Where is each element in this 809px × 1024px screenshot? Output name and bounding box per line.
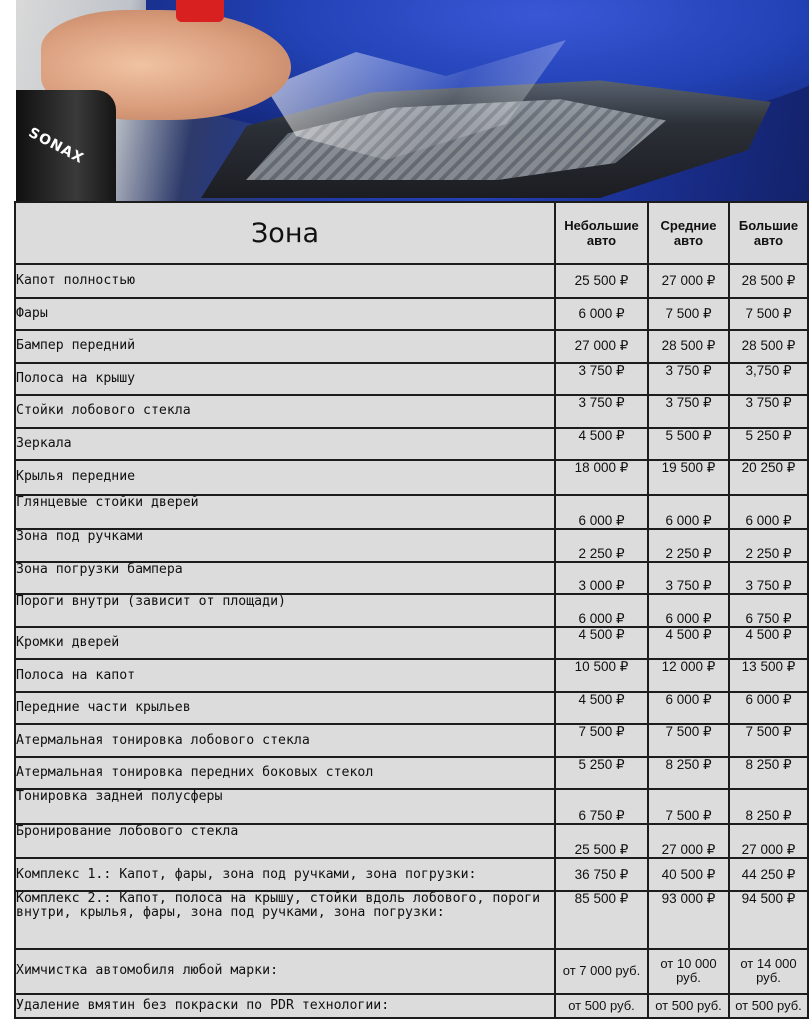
bottle-brand-label: SONAX [25, 124, 87, 168]
price-large: 28 500 ₽ [729, 330, 808, 363]
table-row [15, 858, 808, 891]
table-row [15, 659, 808, 692]
table-row [15, 824, 808, 859]
price-medium: 6 000 ₽ [648, 692, 729, 725]
price-medium: 7 500 ₽ [648, 724, 729, 757]
zone-cell: Крылья передние [15, 460, 555, 495]
zone-cell: Тонировка задней полусферы [15, 789, 555, 824]
price-medium: 3 750 ₽ [648, 395, 729, 428]
price-large: 6 000 ₽ [729, 495, 808, 530]
price-small: 5 250 ₽ [555, 757, 648, 790]
zone-cell: Полоса на крышу [15, 363, 555, 396]
table-row [15, 994, 808, 1018]
price-small: 4 500 ₽ [555, 627, 648, 660]
price-small: 6 750 ₽ [555, 789, 648, 824]
price-small: 10 500 ₽ [555, 659, 648, 692]
header-medium-cars: Средние авто [648, 202, 729, 264]
price-medium: от 10 000 руб. [648, 949, 729, 994]
price-medium: 8 250 ₽ [648, 757, 729, 790]
price-medium: 40 500 ₽ [648, 858, 729, 891]
zone-cell: Капот полностью [15, 264, 555, 298]
price-small: 25 500 ₽ [555, 824, 648, 859]
price-large: от 14 000 руб. [729, 949, 808, 994]
zone-cell: Зеркала [15, 428, 555, 461]
price-small: 3 750 ₽ [555, 395, 648, 428]
price-table [14, 201, 809, 1019]
price-small: 3 000 ₽ [555, 562, 648, 595]
price-small: 6 000 ₽ [555, 594, 648, 627]
zone-cell: Кромки дверей [15, 627, 555, 660]
table-row [15, 529, 808, 562]
price-large: 8 250 ₽ [729, 789, 808, 824]
zone-cell: Химчистка автомобиля любой марки: [15, 949, 555, 994]
hero-photo [16, 0, 809, 201]
zone-cell: Стойки лобового стекла [15, 395, 555, 428]
price-large: 4 500 ₽ [729, 627, 808, 660]
zone-cell: Комплекс 2.: Капот, полоса на крышу, стойки вдоль лобового, пороги внутри, крылья, фары, зона под ручками, зона погрузки: [15, 891, 555, 949]
zone-cell: Передние части крыльев [15, 692, 555, 725]
price-small: 25 500 ₽ [555, 264, 648, 298]
price-small: от 7 000 руб. [555, 949, 648, 994]
price-small: 18 000 ₽ [555, 460, 648, 495]
price-large: 13 500 ₽ [729, 659, 808, 692]
price-large: 2 250 ₽ [729, 529, 808, 562]
price-large: 8 250 ₽ [729, 757, 808, 790]
price-medium: 93 000 ₽ [648, 891, 729, 949]
price-medium: 6 000 ₽ [648, 594, 729, 627]
table-row [15, 330, 808, 363]
price-large: 3 750 ₽ [729, 395, 808, 428]
zone-cell: Атермальная тонировка лобового стекла [15, 724, 555, 757]
table-row [15, 460, 808, 495]
price-large: 20 250 ₽ [729, 460, 808, 495]
zone-cell: Атермальная тонировка передних боковых стекол [15, 757, 555, 790]
table-row [15, 627, 808, 660]
price-small: 2 250 ₽ [555, 529, 648, 562]
zone-cell: Зона погрузки бампера [15, 562, 555, 595]
price-small: 6 000 ₽ [555, 298, 648, 331]
zone-cell: Глянцевые стойки дверей [15, 495, 555, 530]
price-medium: 3 750 ₽ [648, 363, 729, 396]
price-small: 4 500 ₽ [555, 692, 648, 725]
header-zone: Зона [15, 202, 555, 264]
table-row [15, 428, 808, 461]
price-medium: от 500 руб. [648, 994, 729, 1018]
price-medium: 3 750 ₽ [648, 562, 729, 595]
price-large: 94 500 ₽ [729, 891, 808, 949]
price-medium: 28 500 ₽ [648, 330, 729, 363]
zone-cell: Бронирование лобового стекла [15, 824, 555, 859]
price-small: 4 500 ₽ [555, 428, 648, 461]
zone-cell: Бампер передний [15, 330, 555, 363]
table-row [15, 789, 808, 824]
price-large: 3 750 ₽ [729, 562, 808, 595]
table-row [15, 724, 808, 757]
zone-cell: Полоса на капот [15, 659, 555, 692]
zone-cell: Удаление вмятин без покраски по PDR технологии: [15, 994, 555, 1018]
price-medium: 12 000 ₽ [648, 659, 729, 692]
table-row [15, 363, 808, 396]
price-large: 6 750 ₽ [729, 594, 808, 627]
price-medium: 4 500 ₽ [648, 627, 729, 660]
price-medium: 6 000 ₽ [648, 495, 729, 530]
table-row [15, 264, 808, 298]
table-row [15, 891, 808, 949]
table-row [15, 757, 808, 790]
table-row [15, 298, 808, 331]
header-small-cars: Небольшие авто [555, 202, 648, 264]
price-small: 3 750 ₽ [555, 363, 648, 396]
price-small: от 500 руб. [555, 994, 648, 1018]
price-small: 27 000 ₽ [555, 330, 648, 363]
price-large: 7 500 ₽ [729, 724, 808, 757]
price-large: 3,750 ₽ [729, 363, 808, 396]
spray-trigger [176, 0, 224, 22]
price-small: 7 500 ₽ [555, 724, 648, 757]
price-large: 5 250 ₽ [729, 428, 808, 461]
price-large: от 500 руб. [729, 994, 808, 1018]
price-large: 44 250 ₽ [729, 858, 808, 891]
price-small: 36 750 ₽ [555, 858, 648, 891]
table-row [15, 594, 808, 627]
zone-cell: Зона под ручками [15, 529, 555, 562]
zone-cell: Фары [15, 298, 555, 331]
price-medium: 7 500 ₽ [648, 298, 729, 331]
price-small: 6 000 ₽ [555, 495, 648, 530]
price-small: 85 500 ₽ [555, 891, 648, 949]
price-medium: 27 000 ₽ [648, 264, 729, 298]
table-row [15, 692, 808, 725]
price-medium: 19 500 ₽ [648, 460, 729, 495]
price-large: 7 500 ₽ [729, 298, 808, 331]
zone-cell: Пороги внутри (зависит от площади) [15, 594, 555, 627]
table-row [15, 495, 808, 530]
table-row [15, 949, 808, 994]
price-large: 6 000 ₽ [729, 692, 808, 725]
price-medium: 7 500 ₽ [648, 789, 729, 824]
header-large-cars: Большие авто [729, 202, 808, 264]
table-row [15, 562, 808, 595]
price-medium: 5 500 ₽ [648, 428, 729, 461]
price-large: 27 000 ₽ [729, 824, 808, 859]
price-medium: 2 250 ₽ [648, 529, 729, 562]
table-row [15, 395, 808, 428]
price-large: 28 500 ₽ [729, 264, 808, 298]
price-medium: 27 000 ₽ [648, 824, 729, 859]
zone-cell: Комплекс 1.: Капот, фары, зона под ручками, зона погрузки: [15, 858, 555, 891]
